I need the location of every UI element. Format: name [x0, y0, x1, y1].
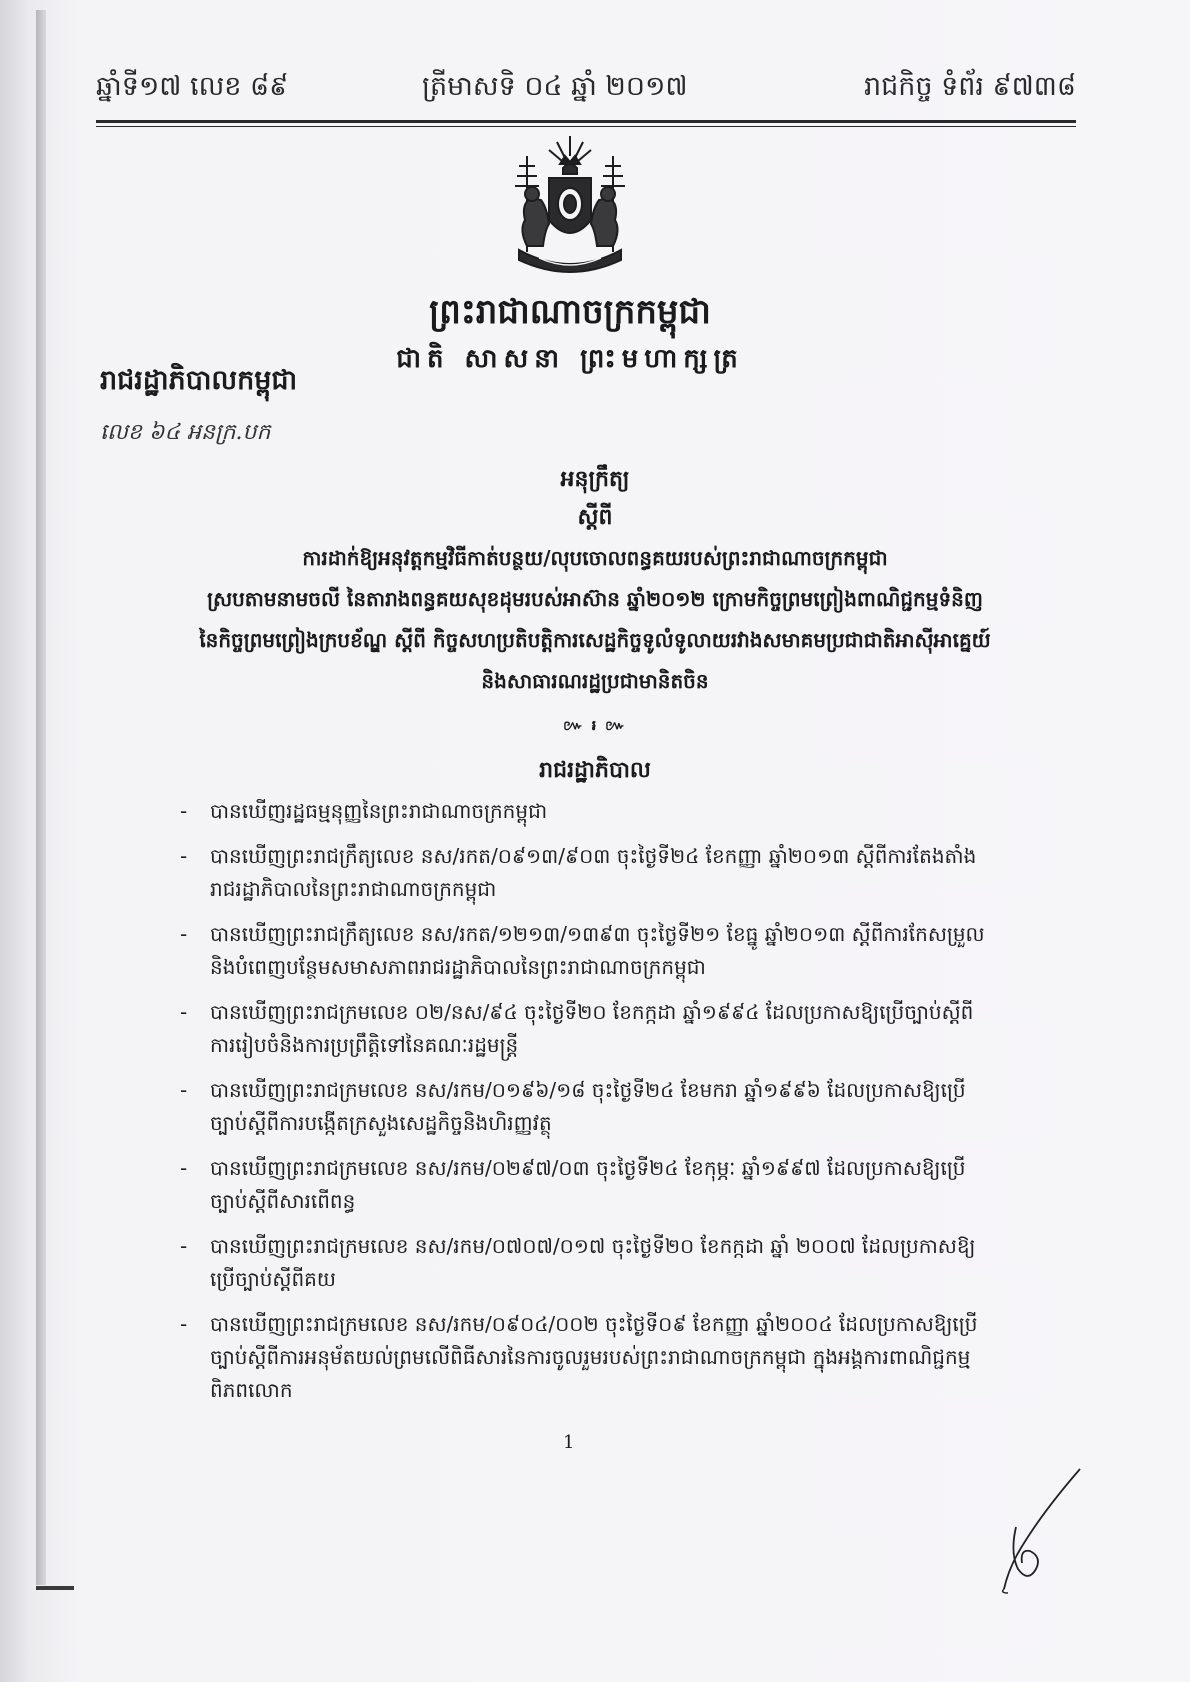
header-page-ref: រាជកិច្ច ទំព័រ ៩៧៣៨: [863, 71, 1076, 102]
page-number: 1: [563, 1432, 575, 1453]
signature-icon: [980, 1465, 1090, 1595]
national-motto: ជាតិ សាសនា ព្រះមហាក្សត្រ: [396, 344, 744, 374]
list-item: - បានឃើញព្រះរាជក្រមលេខ នស/រកម/០៩០៤/០០២ ចុះថ្ងៃទី០៩ ខែកញ្ញា ឆ្នាំ២០០៤ ដែលប្រកាសឱ្យប្រើច្បាប់ស្តីពីការអនុម័តយល់ព្រមលើពិធីសារនៃការចូលរួមរបស់ព្រះរាជាណាចក្រកម្ពុជា ក្នុងអង្គការពាណិជ្ជកម្មពិភពលោក: [180, 1312, 978, 1402]
subject-line-1: ការដាក់ឱ្យអនុវត្តកម្មវិធីកាត់បន្ថយ/លុបចោលពន្ធគយរបស់ព្រះរាជាណាចក្រកម្ពុជា: [302, 546, 888, 570]
header-rule-thin: [96, 126, 1076, 127]
list-item: - បានឃើញព្រះរាជក្រឹត្យលេខ នស/រកត/១២១៣/១៣៩៣ ចុះថ្ងៃទី២១ ខែធ្នូ ឆ្នាំ២០១៣ ស្តីពីការកែសម្រួលនិងបំពេញបន្ថែមសមាសភាពរាជរដ្ឋាភិបាលនៃព្រះរាជាណាចក្រកម្ពុជា: [180, 922, 985, 979]
header-quarter: ត្រីមាសទិ ០៤ ឆ្នាំ ២០១៧: [422, 71, 688, 102]
document-number: [100, 418, 270, 450]
list-item: - បានឃើញរដ្ឋធម្មនុញ្ញនៃព្រះរាជាណាចក្រកម្ពុជា: [180, 799, 548, 823]
royal-emblem-icon: [505, 134, 635, 282]
list-item: - បានឃើញព្រះរាជក្រមលេខ នស/រកម/០៧០៧/០១៧ ចុះថ្ងៃទី២០ ខែកក្កដា ឆ្នាំ ២០០៧ ដែលប្រកាសឱ្យប្រើច្បាប់ស្តីពីគយ: [180, 1234, 976, 1291]
issuer-name: រាជរដ្ឋាភិបាលកម្ពុជា: [100, 365, 298, 396]
subject-line-2: ស្របតាមនាមចលី នៃតារាងពន្ធគយសុខដុមរបស់អាស៊ាន ឆ្នាំ២០១២ ក្រោមកិច្ចព្រមព្រៀងពាណិជ្ជកម្មទំនិញ: [207, 587, 983, 611]
document-number-value: លេខ ៦៤ អនក្រ.បក: [100, 420, 271, 445]
kingdom-title: ព្រះរាជាណាចក្រកម្ពុជា: [429, 292, 711, 332]
document-type: អនុក្រឹត្យ: [560, 467, 630, 492]
list-item: - បានឃើញព្រះរាជក្រមលេខ នស/រកម/០១៩៦/១៨ ចុះថ្ងៃទី២៤ ខែមករា ឆ្នាំ១៩៩៦ ដែលប្រកាសឱ្យប្រើច្បាប់ស្តីពីការបង្កើតក្រសួងសេដ្ឋកិច្ចនិងហិរញ្ញវត្ថុ: [180, 1078, 966, 1135]
header-year-issue: ឆ្នាំទី១៧ លេខ ៨៩: [96, 71, 289, 102]
gazette-header: [96, 70, 1076, 118]
divider-ornament: ៚ ៛ ៚: [563, 718, 627, 734]
list-item: - បានឃើញព្រះរាជក្រឹត្យលេខ នស/រកត/០៩១៣/៩០៣ ចុះថ្ងៃទី២៤ ខែកញ្ញា ឆ្នាំ២០១៣ ស្តីពីការតែងតាំងរាជរដ្ឋាភិបាលនៃព្រះរាជាណាចក្រកម្ពុជា: [180, 844, 977, 901]
list-item: - បានឃើញព្រះរាជក្រមលេខ នស/រកម/០២៩៧/០៣ ចុះថ្ងៃទី២៤ ខែកុម្ភៈ ឆ្នាំ១៩៩៧ ដែលប្រកាសឱ្យប្រើច្បាប់ស្តីពីសារពើពន្ធ: [180, 1156, 966, 1213]
subject-line-3: នៃកិច្ចព្រមព្រៀងក្របខ័ណ្ឌ ស្តីពី កិច្ចសហប្រតិបត្តិការសេដ្ឋកិច្ចទូលំទូលាយរវាងសមាគមប្រជាជាតិអាស៊ីអាគ្នេយ៍: [199, 628, 991, 652]
issuing-body: រាជរដ្ឋាភិបាល: [539, 758, 651, 783]
scan-edge-shadow: [36, 10, 46, 1585]
document-subject-label: ស្តីពី: [577, 505, 613, 530]
scan-corner-mark: [36, 1586, 74, 1590]
preamble-list: [180, 795, 995, 1419]
header-rule-thick: [96, 120, 1076, 123]
list-item: - បានឃើញព្រះរាជក្រមលេខ ០២/នស/៩៤ ចុះថ្ងៃទី២០ ខែកក្កដា ឆ្នាំ១៩៩៤ ដែលប្រកាសឱ្យប្រើច្បាប់ស្តីពីការរៀបចំនិងការប្រព្រឹត្តិទៅនៃគណៈរដ្ឋមន្ត្រី: [180, 1000, 974, 1057]
subject-line-4: និងសាធារណរដ្ឋប្រជាមានិតចិន: [481, 669, 709, 693]
